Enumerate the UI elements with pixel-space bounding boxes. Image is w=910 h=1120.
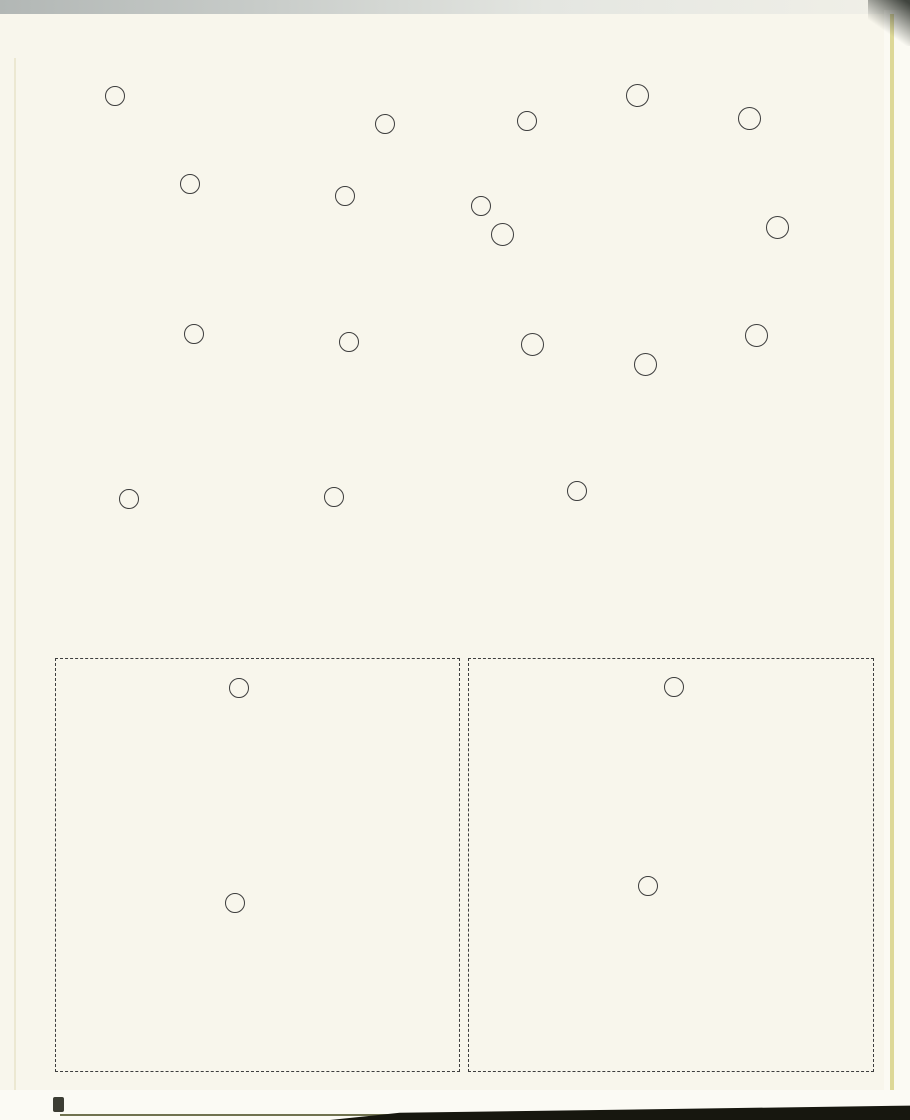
m-marker-10 bbox=[626, 84, 649, 107]
picot-step2-marker bbox=[119, 489, 139, 509]
join-sc-step2-marker bbox=[225, 893, 245, 913]
m-marker-25 bbox=[745, 324, 768, 347]
m-marker-20 bbox=[766, 216, 789, 239]
m-marker-40 bbox=[491, 223, 514, 246]
j-marker-1 bbox=[335, 186, 355, 206]
join-dc-step1-marker bbox=[664, 677, 684, 697]
j-marker-4 bbox=[105, 86, 125, 106]
join-dc-step2-marker bbox=[638, 876, 658, 896]
j-marker-2 bbox=[180, 174, 200, 194]
m-marker-1 bbox=[471, 196, 491, 216]
j-marker-3 bbox=[375, 114, 395, 134]
picot-step3-marker bbox=[339, 332, 359, 352]
m-marker-30 bbox=[634, 353, 657, 376]
picot-step4-marker bbox=[324, 487, 344, 507]
picot-step5-marker bbox=[567, 481, 587, 501]
join-sc-step1-marker bbox=[229, 678, 249, 698]
m-marker-35 bbox=[521, 333, 544, 356]
picot-step1-marker bbox=[184, 324, 204, 344]
m-marker-5 bbox=[517, 111, 537, 131]
m-marker-15 bbox=[738, 107, 761, 130]
